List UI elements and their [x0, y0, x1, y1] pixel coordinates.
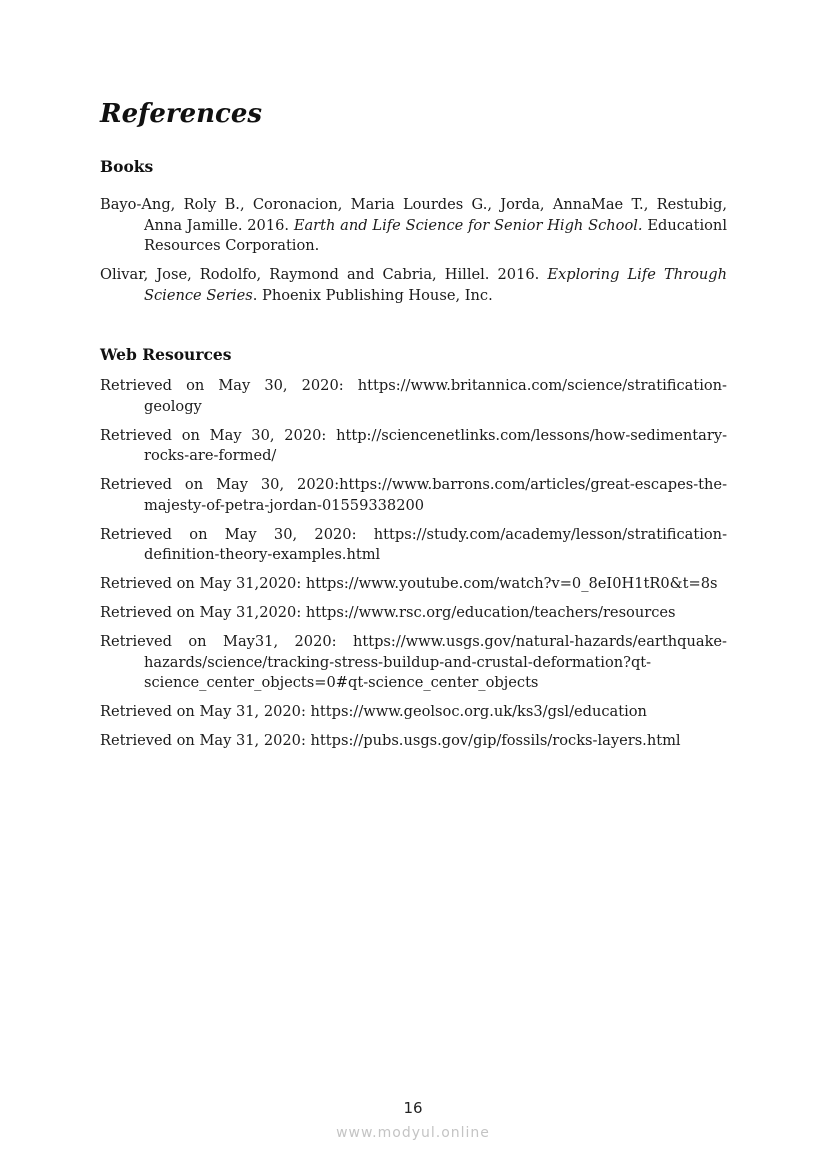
book-reference: Olivar, Jose, Rodolfo, Raymond and Cabria, Hillel. 2016. Exploring Life Through Science Series. Phoenix Publishing House, Inc. [100, 266, 727, 304]
web-reference: Retrieved on May 31,2020: https://www.youtube.com/watch?v=0_8eI0H1tR0&t=8s [100, 575, 718, 592]
document-page [100, 96, 727, 752]
books-list [100, 195, 727, 306]
page-title: References [100, 99, 263, 129]
web-reference: Retrieved on May 31,2020: https://www.rsc.org/education/teachers/resources [100, 604, 676, 621]
book-title: Earth and Life Science for Senior High School. [293, 216, 643, 234]
web-reference: Retrieved on May 30, 2020: https://www.britannica.com/science/stratification-geology [100, 377, 727, 415]
web-reference: Retrieved on May31, 2020: https://www.usgs.gov/natural-hazards/earthquake-hazards/science/tracking-stress-buildup-and-crustal-deformation?qt-science_center_objects=0#qt-science_center_objects [100, 633, 727, 691]
web-reference: Retrieved on May 31, 2020: https://pubs.usgs.gov/gip/fossils/rocks-layers.html [100, 732, 681, 749]
page-number: 16 [403, 1099, 423, 1117]
books-heading: Books [100, 157, 154, 176]
web-reference: Retrieved on May 30, 2020: http://sciencenetlinks.com/lessons/how-sedimentary-rocks-are-formed/ [100, 426, 727, 464]
web-reference: Retrieved on May 31, 2020: https://www.geolsoc.org.uk/ks3/gsl/education [100, 703, 647, 720]
web-reference: Retrieved on May 30, 2020: https://study.com/academy/lesson/stratification-definition-theory-examples.html [100, 525, 727, 563]
book-reference: Bayo-Ang, Roly B., Coronacion, Maria Lourdes G., Jorda, AnnaMae T., Restubig, Anna Jamille. 2016. Earth and Life Science for Senior High School. Educationl Resources Corporation. [100, 196, 727, 254]
web-resources-heading: Web Resources [100, 345, 232, 364]
book-title: Exploring Life Through Science Series [144, 266, 727, 304]
web-reference: Retrieved on May 30, 2020:https://www.barrons.com/articles/great-escapes-the-majesty-of-petra-jordan-01559338200 [100, 476, 727, 514]
watermark: www.modyul.online [336, 1125, 490, 1141]
web-resources-list [100, 376, 727, 752]
